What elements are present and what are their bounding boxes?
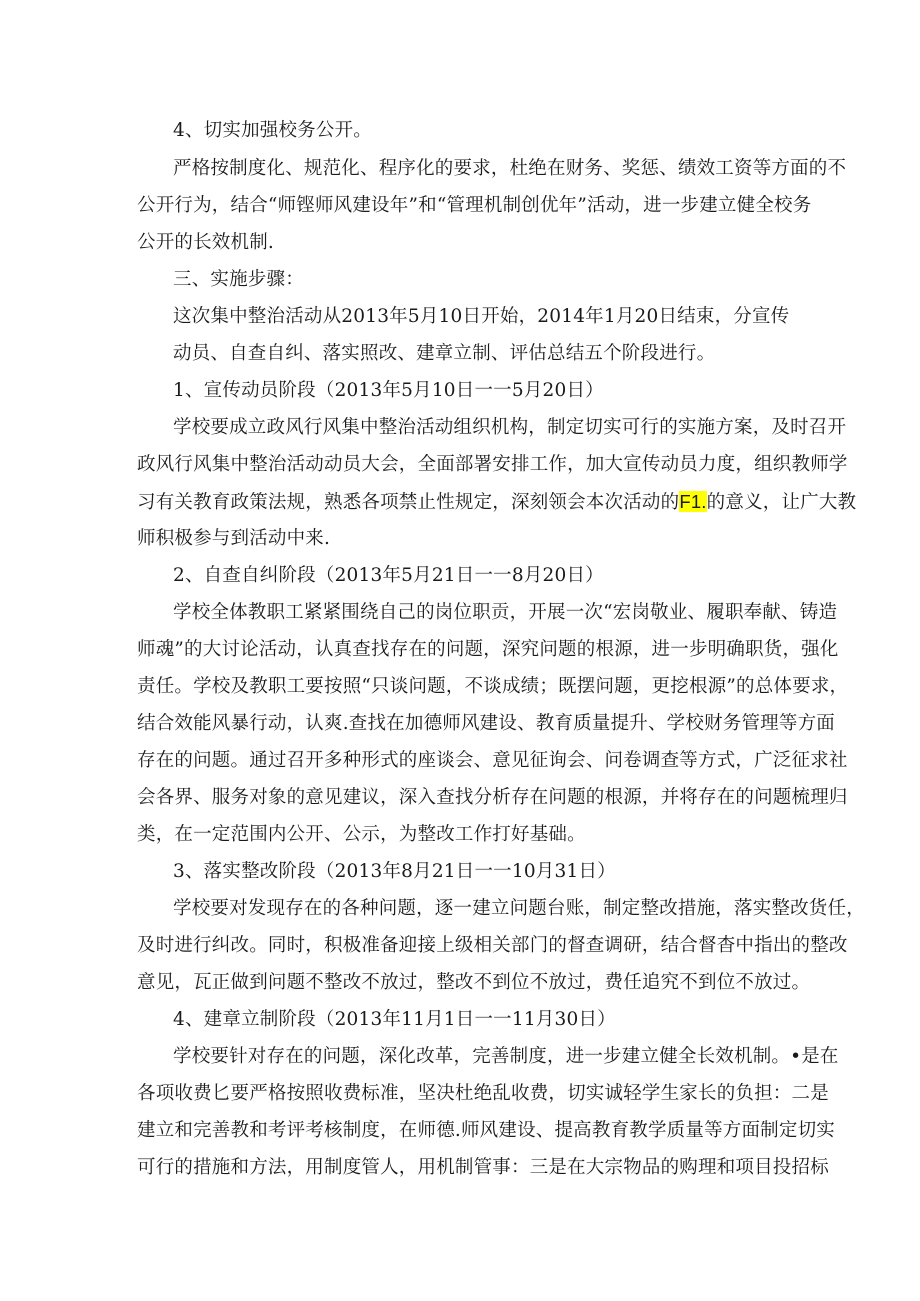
heading-4-transparency: 4、切实加强校务公开。 [173,120,372,141]
paragraph-line: 公开行为，结合“师铿师风建设年”和“管理机制创优年”活动，进一步建立健全校务 [137,195,812,216]
paragraph-line: 师魂”的大讨论活动，认真查找存在的问题，深究问题的根源，进一步明确职货，强化 [137,639,839,660]
paragraph-line: 学校要针对存在的问题，深化改革，完善制度，进一步建立健全长效机制。•是在 [173,1046,839,1067]
paragraph-line: 及时进行纠改。同时，积极准备迎接上级相关部门的督查调研，结合督杳中指出的整改 [137,935,848,956]
paragraph-line: 结合效能风暴行动，认爽.查找在加德师风建设、教育质量提升、学校财务管理等方面 [137,713,835,734]
heading-stage-3: 3、落实整改阶段（2013年8月21日一一10月31日） [173,861,616,882]
paragraph-line: 类，在一定范围内公开、公示，为整改工作打好基础。 [137,824,586,845]
paragraph-line: 这次集中整治活动从2013年5月10日开始，2014年1月20日结束，分宣传 [173,306,790,327]
paragraph-text: 习有关教育政策法规，熟悉各项禁止性规定，深刻领会本次活动的 [137,492,680,513]
paragraph-text: 的意义，让广大教 [706,492,857,513]
paragraph-line: 各项收费匕要严格按照收费标准，坚决杜绝乱收费，切实诚轻学生家长的负担：二是 [137,1083,829,1104]
paragraph-line: 动员、自查自纠、落实照改、建章立制、评估总结五个阶段进行。 [173,343,716,364]
paragraph-line: 学校要成立政风行风集中整治活动组织机构，制定切实可行的实施方案，及时召开 [173,417,847,438]
paragraph-line: 会各界、服务对象的意见建议，深入查找分析存在问题的根源，并将存在的问题梳理归 [137,787,848,808]
paragraph-line: 意见，瓦正做到问题不整改不放过，整改不到位不放过，费任追究不到位不放过。 [137,972,811,993]
paragraph-line: 责任。学校及教职工要按照“只谈问题，不谈成绩；既摆问题，更挖根源”的总体要求， [137,676,849,697]
heading-stage-4: 4、建章立制阶段（2013年11月1日一一11月30日） [173,1009,616,1030]
highlighted-marker: F1. [679,491,707,512]
paragraph-line: 可行的措施和方法，用制度管人，用机制管事：三是在大宗物品的购理和项目投招标 [137,1157,829,1178]
paragraph-line: 公开的长效机制. [137,232,274,253]
paragraph-line: 严格按制度化、规范化、程序化的要求，杜绝在财务、奖惩、绩效工资等方面的不 [173,158,847,179]
paragraph-line: 师积极参与到活动中来. [137,528,331,549]
heading-stage-1: 1、宣传动员阶段（2013年5月10日一一5月20日） [173,380,604,401]
paragraph-line: 学校要对发现存在的各种问题，逐一建立问题台账，制定整改措施，落实整改货任， [173,898,865,919]
paragraph-line: 建立和完善教和考评考核制度，在师德.师风建设、提高教育教学质量等方面制定切实 [137,1120,835,1141]
paragraph-line-with-highlight [137,490,856,515]
heading-stage-2: 2、自查自纠阶段（2013年5月21日一一8月20日） [173,565,604,586]
paragraph-line: 学校全体教职工紧紧围绕自己的岗位职贡，开展一次“宏岗敬业、履职奉献、铸造 [173,602,838,623]
paragraph-line: 政风行风集中整治活动动员大会，全面部署安排工作，加大宣传动员力度，组织教师学 [137,454,848,475]
paragraph-line: 存在的问题。通过召开多种形式的座谈会、意见征询会、问卷调查等方式，广泛征求社 [137,750,848,771]
section-heading-implementation-steps: 三、实施步骤： [173,269,304,290]
